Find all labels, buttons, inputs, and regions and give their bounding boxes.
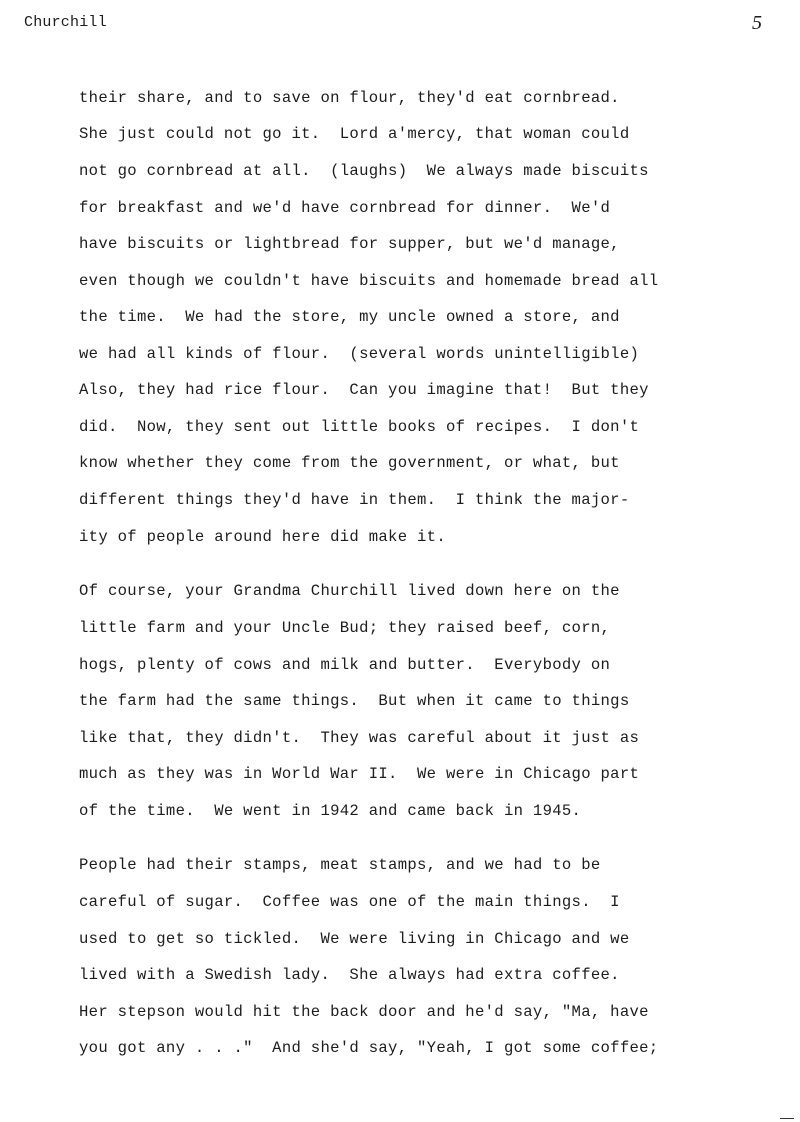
text-line: for breakfast and we'd have cornbread for dinner. We'd [79,199,611,217]
text-line: She just could not go it. Lord a'mercy, that woman could [79,125,630,143]
text-line: the time. We had the store, my uncle owned a store, and [79,308,620,326]
page-number: 5 [752,12,762,34]
text-line: did. Now, they sent out little books of recipes. I don't [79,418,640,436]
text-line: know whether they come from the government, or what, but [79,454,620,472]
text-line: much as they was in World War II. We were in Chicago part [79,765,640,783]
text-line: of the time. We went in 1942 and came back in 1945. [79,802,582,820]
text-line: different things they'd have in them. I think the major- [79,491,630,509]
text-line: lived with a Swedish lady. She always had extra coffee. [79,966,620,984]
text-line: ity of people around here did make it. [79,528,446,546]
text-line: the farm had the same things. But when it came to things [79,692,630,710]
text-line: careful of sugar. Coffee was one of the main things. I [79,893,620,911]
text-line: even though we couldn't have biscuits and homemade bread all [79,272,659,290]
text-line: not go cornbread at all. (laughs) We always made biscuits [79,162,649,180]
text-line: People had their stamps, meat stamps, and we had to be [79,856,601,874]
text-line: hogs, plenty of cows and milk and butter. Everybody on [79,656,611,674]
text-line: Her stepson would hit the back door and he'd say, "Ma, have [79,1003,649,1021]
page-edge-mark [780,1118,794,1119]
text-line: their share, and to save on flour, they'd eat cornbread. [79,89,620,107]
text-line: we had all kinds of flour. (several words unintelligible) [79,345,640,363]
text-line: have biscuits or lightbread for supper, but we'd manage, [79,235,620,253]
text-line: little farm and your Uncle Bud; they raised beef, corn, [79,619,611,637]
text-line: used to get so tickled. We were living in Chicago and we [79,930,630,948]
text-line: Of course, your Grandma Churchill lived down here on the [79,582,620,600]
text-line: like that, they didn't. They was careful about it just as [79,729,640,747]
text-line: Also, they had rice flour. Can you imagine that! But they [79,381,649,399]
header-name: Churchill [24,14,107,31]
text-line: you got any . . ." And she'd say, "Yeah, I got some coffee; [79,1039,659,1057]
